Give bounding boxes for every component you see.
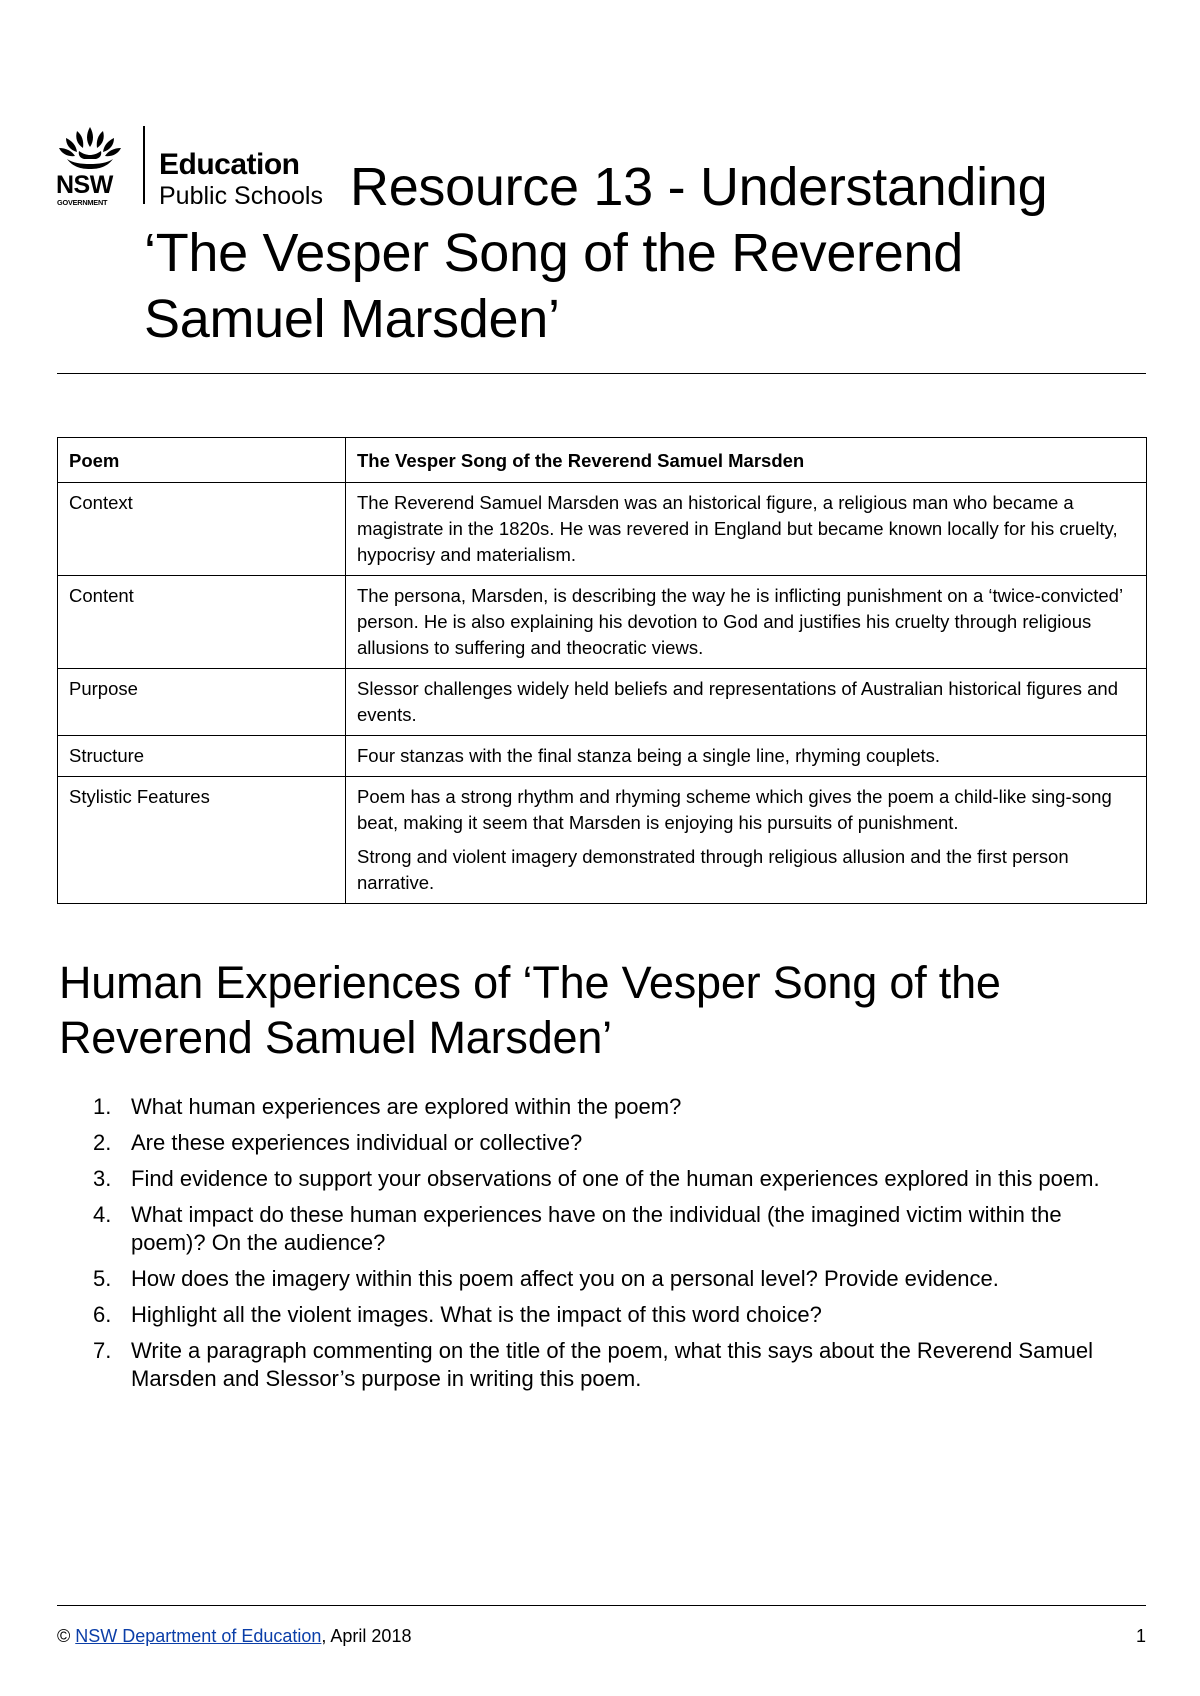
row-paragraph: The persona, Marsden, is describing the way he is inflicting punishment on a ‘twice-convicted’ person. He is also explaining his devotion to God and justifies his cruelty through religious allusions to suffering and theocratic views.: [357, 585, 1123, 658]
title-line-3: Samuel Marsden’: [144, 289, 560, 349]
page-number: 1: [1135, 1626, 1146, 1646]
question-text: Are these experiences individual or collective?: [131, 1130, 583, 1155]
questions-list: [59, 1093, 1129, 1401]
row-label: Purpose: [58, 669, 346, 736]
header-divider: [57, 373, 1146, 374]
table-header-title: The Vesper Song of the Reverend Samuel Marsden: [346, 438, 1147, 483]
list-number: 1.: [93, 1094, 112, 1119]
row-label: Context: [58, 483, 346, 576]
list-number: 7.: [93, 1338, 112, 1363]
logo-education-text: Education: [159, 148, 300, 181]
row-text: [346, 736, 1147, 777]
list-item: [59, 1301, 1129, 1329]
row-text: [346, 576, 1147, 669]
row-paragraph: The Reverend Samuel Marsden was an historical figure, a religious man who became a magistrate in the 1820s. He was revered in England but became known locally for his cruelty, hypocrisy and materialism.: [357, 492, 1118, 565]
logo-nsw-text: NSW: [57, 171, 113, 199]
logo-public-schools-text: Public Schools: [159, 182, 323, 210]
table-row-context: [58, 483, 1147, 576]
question-text: Highlight all the violent images. What is the impact of this word choice?: [131, 1302, 822, 1327]
list-item: [59, 1265, 1129, 1293]
list-item: [59, 1337, 1129, 1393]
list-item: [59, 1093, 1129, 1121]
question-text: What impact do these human experiences have on the individual (the imagined victim within the poem)? On the audience?: [131, 1202, 1062, 1255]
list-number: 3.: [93, 1166, 112, 1191]
footer: [57, 1626, 411, 1647]
row-paragraph: Poem has a strong rhythm and rhyming scheme which gives the poem a child-like sing-song beat, making it seem that Marsden is enjoying his pursuits of punishment.: [357, 786, 1112, 833]
row-label: Structure: [58, 736, 346, 777]
footer-date: , April 2018: [321, 1626, 412, 1646]
list-number: 2.: [93, 1130, 112, 1155]
section-heading: Human Experiences of ‘The Vesper Song of the Reverend Samuel Marsden’: [59, 957, 1001, 1063]
question-text: Write a paragraph commenting on the title of the poem, what this says about the Reverend Samuel Marsden and Slessor’s purpose in writing this poem.: [131, 1338, 1094, 1391]
footer-divider: [57, 1605, 1146, 1606]
row-label: Stylistic Features: [58, 777, 346, 904]
title-line-1: Resource 13 - Understanding: [350, 157, 1048, 217]
table-header-poem: Poem: [58, 438, 346, 483]
row-paragraph: Strong and violent imagery demonstrated through religious allusion and the first person narrative.: [357, 846, 1069, 893]
row-text: [346, 483, 1147, 576]
table-row-structure: [58, 736, 1147, 777]
list-number: 6.: [93, 1302, 112, 1327]
row-paragraph: Four stanzas with the final stanza being a single line, rhyming couplets.: [357, 745, 941, 766]
table-row-purpose: [58, 669, 1147, 736]
title-line-2: ‘The Vesper Song of the Reverend: [144, 223, 963, 283]
row-paragraph: Slessor challenges widely held beliefs and representations of Australian historical figures and events.: [357, 678, 1118, 725]
row-text: [346, 669, 1147, 736]
question-text: What human experiences are explored within the poem?: [131, 1094, 682, 1119]
list-item: [59, 1129, 1129, 1157]
table-header-row: [58, 438, 1147, 483]
copyright-symbol: ©: [57, 1626, 71, 1646]
list-number: 4.: [93, 1202, 112, 1227]
logo-government-text: GOVERNMENT: [57, 198, 108, 207]
row-label: Content: [58, 576, 346, 669]
list-number: 5.: [93, 1266, 112, 1291]
table-row-stylistic-features: [58, 777, 1147, 904]
page-title: [144, 154, 1144, 352]
table-row-content: [58, 576, 1147, 669]
question-text: Find evidence to support your observations of one of the human experiences explored in this poem.: [131, 1166, 1100, 1191]
nsw-department-link[interactable]: NSW Department of Education: [75, 1626, 322, 1646]
list-item: [59, 1165, 1129, 1193]
row-text: [346, 777, 1147, 904]
poem-info-table: [57, 437, 1147, 904]
question-text: How does the imagery within this poem affect you on a personal level? Provide evidence.: [131, 1266, 999, 1291]
list-item: [59, 1201, 1129, 1257]
